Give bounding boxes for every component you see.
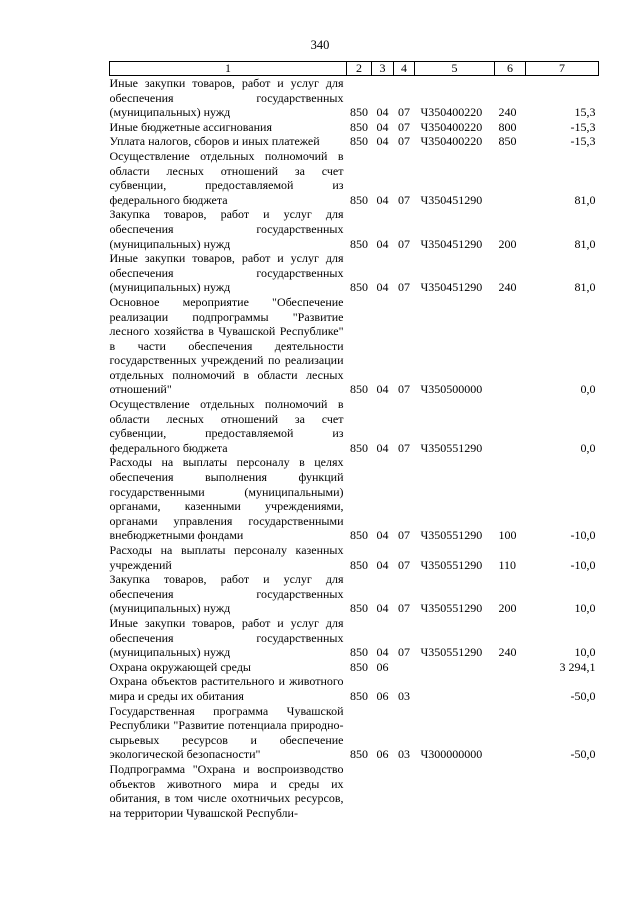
row-expense-type: 850: [498, 134, 517, 149]
table-row: [110, 251, 599, 295]
row-name: Государственная программа Чувашской Республики "Развитие потенциала природно-сырьевых ресурсов и обеспечение экологической безопасности": [109, 703, 344, 762]
row-section-code: 04: [376, 557, 389, 572]
row-subsection-code: 03: [398, 747, 410, 762]
row-expense-type: 110: [498, 557, 517, 572]
row-subsection-code: 07: [398, 601, 410, 616]
row-expense-type: 240: [498, 280, 517, 295]
row-ministry-code: 850: [350, 236, 368, 251]
row-ministry-code: 850: [350, 659, 368, 674]
row-ministry-code: 850: [350, 280, 368, 295]
row-subsection-code: 07: [398, 134, 410, 149]
header-cell: 6: [495, 62, 526, 76]
row-amount: -15,3: [570, 134, 596, 149]
row-expense-type: [495, 397, 526, 455]
row-subsection-code: 07: [398, 280, 410, 295]
row-target-code: Ч350400220: [420, 134, 483, 149]
row-expense-type: 100: [498, 528, 517, 543]
row-ministry-code: 850: [350, 688, 368, 703]
row-ministry-code: 850: [350, 105, 368, 120]
row-expense-type: 800: [498, 119, 517, 134]
row-name: Иные закупки товаров, работ и услуг для обеспечения государственных (муниципальных) нужд: [109, 76, 344, 120]
row-expense-type: [495, 295, 526, 397]
header-cell: 4: [394, 62, 415, 76]
row-amount: 3 294,1: [559, 659, 596, 674]
row-amount: 0,0: [580, 382, 596, 397]
row-ministry-code: [347, 762, 372, 820]
row-amount: -10,0: [570, 557, 596, 572]
row-ministry-code: 850: [350, 134, 368, 149]
header-cell: 7: [526, 62, 599, 76]
row-ministry-code: 850: [350, 747, 368, 762]
row-name: Закупка товаров, работ и услуг для обеспечения государственных (муниципальных) нужд: [109, 572, 344, 616]
row-section-code: [372, 762, 394, 820]
row-section-code: 04: [376, 645, 389, 660]
row-expense-type: [495, 660, 526, 675]
row-expense-type: 200: [498, 236, 517, 251]
row-name: Расходы на выплаты персоналу в целях обеспечения выполнения функций государственными (муниципальными) органами, казенными учреждениями, органами управления государственными внебюджетными фондами: [109, 455, 344, 543]
row-name: Охрана объектов растительного и животного мира и среды их обитания: [109, 674, 344, 703]
table-row: [110, 674, 599, 703]
table-row: [110, 120, 599, 135]
row-section-code: 06: [376, 659, 389, 674]
header-row: [110, 62, 599, 76]
table-row: [110, 455, 599, 543]
row-ministry-code: 850: [350, 192, 368, 207]
table-row: [110, 762, 599, 820]
row-section-code: 04: [376, 382, 389, 397]
row-name: Подпрограмма "Охрана и воспроизводство объектов животного мира и среды их обитания, в том числе охотничьих ресурсов, на территории Чувашской Республи-: [109, 761, 344, 820]
row-section-code: 06: [376, 688, 389, 703]
row-target-code: Ч300000000: [420, 747, 483, 762]
row-target-code: Ч350451290: [420, 280, 483, 295]
row-subsection-code: 07: [398, 119, 410, 134]
row-expense-type: 240: [498, 105, 517, 120]
row-target-code: Ч350551290: [420, 440, 483, 455]
budget-table: [109, 61, 599, 820]
row-section-code: 04: [376, 236, 389, 251]
row-amount: 81,0: [574, 280, 596, 295]
row-subsection-code: 07: [398, 440, 410, 455]
row-amount: 0,0: [580, 440, 596, 455]
row-expense-type: 200: [498, 601, 517, 616]
row-target-code: Ч350451290: [420, 192, 483, 207]
row-name: Иные бюджетные ассигнования: [109, 119, 272, 134]
table-row: [110, 397, 599, 455]
table-row: [110, 543, 599, 572]
row-name: Осуществление отдельных полномочий в области лесных отношений за счет субвенции, предоставляемой из федерального бюджета: [109, 397, 344, 455]
row-target-code: Ч350551290: [420, 601, 483, 616]
row-subsection-code: 07: [398, 192, 410, 207]
row-expense-type: [495, 762, 526, 820]
row-amount: 81,0: [574, 236, 596, 251]
row-section-code: 06: [376, 747, 389, 762]
page-number: 340: [310, 38, 330, 52]
row-amount: [526, 762, 599, 820]
table-row: [110, 704, 599, 762]
row-target-code: [415, 660, 495, 675]
table-row: [110, 134, 599, 149]
table-row: [110, 660, 599, 675]
row-name: Основное мероприятие "Обеспечение реализации подпрограммы "Развитие лесного хозяйства в Чувашской Республике" в части обеспечения деятельности государственных учреждений по реализации отдельных полномочий в области лесных отношений": [109, 294, 344, 397]
row-target-code: [415, 674, 495, 703]
row-ministry-code: 850: [350, 645, 368, 660]
row-name: Иные закупки товаров, работ и услуг для обеспечения государственных (муниципальных) нужд: [109, 615, 344, 660]
row-name: Уплата налогов, сборов и иных платежей: [109, 134, 320, 149]
row-subsection-code: [394, 762, 415, 820]
row-target-code: Ч350551290: [420, 645, 483, 660]
row-target-code: Ч350451290: [420, 236, 483, 251]
row-amount: 10,0: [574, 645, 596, 660]
header-cell: 5: [415, 62, 495, 76]
table-row: [110, 295, 599, 397]
row-subsection-code: [394, 660, 415, 675]
row-target-code: Ч350551290: [420, 557, 483, 572]
row-name: Охрана окружающей среды: [109, 659, 251, 674]
row-expense-type: 240: [498, 645, 517, 660]
row-ministry-code: 850: [350, 601, 368, 616]
row-amount: -10,0: [570, 528, 596, 543]
header-cell: 3: [372, 62, 394, 76]
row-expense-type: [495, 674, 526, 703]
row-ministry-code: 850: [350, 557, 368, 572]
table-row: [110, 616, 599, 660]
row-section-code: 04: [376, 440, 389, 455]
row-subsection-code: 03: [398, 688, 410, 703]
row-name: Осуществление отдельных полномочий в области лесных отношений за счет субвенции, предоставляемой из федерального бюджета: [109, 148, 344, 207]
row-subsection-code: 07: [398, 528, 410, 543]
row-name: Расходы на выплаты персоналу казенных учреждений: [109, 543, 344, 572]
row-section-code: 04: [376, 105, 389, 120]
row-section-code: 04: [376, 119, 389, 134]
row-amount: -15,3: [570, 119, 596, 134]
row-section-code: 04: [376, 601, 389, 616]
table-row: [110, 149, 599, 207]
row-ministry-code: 850: [350, 119, 368, 134]
row-section-code: 04: [376, 192, 389, 207]
row-name: Иные закупки товаров, работ и услуг для обеспечения государственных (муниципальных) нужд: [109, 251, 344, 295]
row-ministry-code: 850: [350, 528, 368, 543]
row-subsection-code: 07: [398, 236, 410, 251]
row-amount: -50,0: [570, 688, 596, 703]
row-target-code: Ч350500000: [420, 382, 483, 397]
row-section-code: 04: [376, 134, 389, 149]
row-subsection-code: 07: [398, 105, 410, 120]
table-row: [110, 207, 599, 251]
header-cell: 1: [110, 62, 347, 76]
row-subsection-code: 07: [398, 382, 410, 397]
row-amount: 10,0: [574, 601, 596, 616]
table-row: [110, 76, 599, 120]
row-target-code: [415, 762, 495, 820]
row-target-code: Ч350400220: [420, 119, 483, 134]
row-subsection-code: 07: [398, 557, 410, 572]
row-section-code: 04: [376, 528, 389, 543]
row-target-code: Ч350400220: [420, 105, 483, 120]
row-amount: -50,0: [570, 747, 596, 762]
row-ministry-code: 850: [350, 440, 368, 455]
row-amount: 81,0: [574, 192, 596, 207]
row-name: Закупка товаров, работ и услуг для обеспечения государственных (муниципальных) нужд: [109, 207, 344, 251]
header-cell: 2: [347, 62, 372, 76]
row-expense-type: [495, 149, 526, 207]
row-expense-type: [495, 704, 526, 762]
table-row: [110, 572, 599, 616]
row-target-code: Ч350551290: [420, 528, 483, 543]
row-subsection-code: 07: [398, 645, 410, 660]
row-section-code: 04: [376, 280, 389, 295]
row-amount: 15,3: [574, 105, 596, 120]
row-ministry-code: 850: [350, 382, 368, 397]
